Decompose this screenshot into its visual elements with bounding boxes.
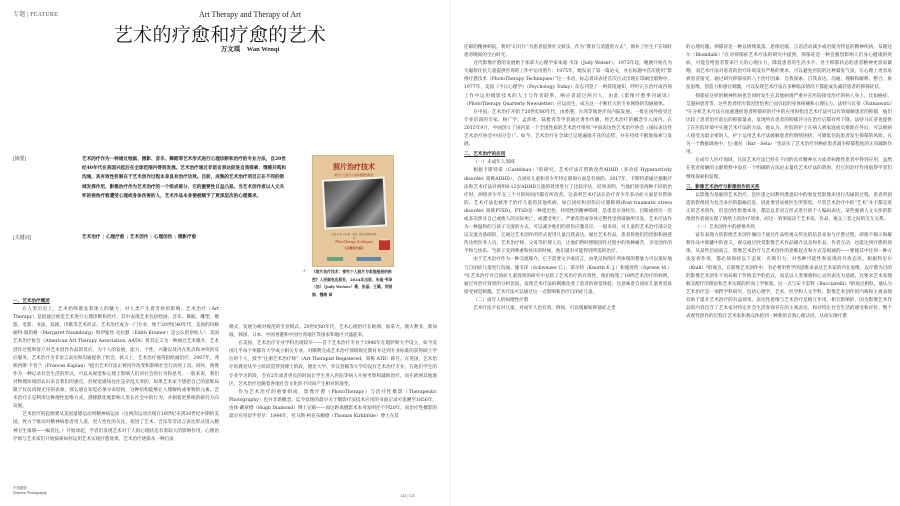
page-gutter bbox=[449, 0, 451, 506]
magazine-name-en: Chinese Photography bbox=[13, 490, 47, 495]
body-column-4 bbox=[686, 44, 892, 462]
publisher-logos bbox=[327, 257, 381, 261]
book-title: 照片治疗技术 bbox=[333, 163, 375, 171]
body-column-3 bbox=[464, 44, 672, 462]
magazine-name-cn: 中国摄影 bbox=[13, 486, 27, 490]
keyword-separator: | bbox=[102, 235, 104, 240]
paragraph: 在美国，艺术治疗专业学科出现较早——首个艺术治疗专业于1946年在堪萨斯大学设立，如今美国几乎每个州都有大学成立相关专业。对顺利完成艺术治疗领域规定教育并达到专业标准的获得硕士学位的个人，授予“注册艺术治疗师”（Art Therapist Registered，简称 ATR）称号。在英国，艺术治疗的教育从学士阶段贯穿到博士阶段，德比大学、罗汉普顿等大学均设有艺术治疗专业，在他们学生的专业学习阶段，会有2年或者更长的时间让学生进入医院等病人开展考察和辅助治疗。而在欧洲其他地区，艺术治疗也随着各地社会文化的不同而产生相对的演变。 bbox=[229, 341, 437, 387]
subheading: （一）未成年人领域 bbox=[473, 160, 515, 166]
title-chinese: 艺术的疗愈和疗愈的艺术 bbox=[113, 24, 327, 46]
magazine-footer bbox=[13, 486, 47, 495]
paragraph: 近代影像疗愈的发展始于加拿大心理学家朱迪·韦泽（Judy Weiser）。1973年起，她便开始在为失聪原住民儿童提供咨询的工作中运用照片；1975年，她发表了第一篇论文，并在标题中首次使用“影像疗愈技术（PhotoTherapy Techniques）”这一术语，标志着该表述首次正式出现在印刷出版物中。1977年，美国《今日心理学》（Psychology Today）杂志刊登了一则简短通知，呼吁正在治疗或咨询工作中运用摄影技术的人士与作者联系，响应者超过两百人，由此《影像疗愈季刊通讯》（PhotoTherapy Quarterly Newsletter）应运而生，成为这一不断壮大的专业网络的沟通载体。 bbox=[464, 61, 672, 107]
figure-caption: 《照片治疗技术：探究个人照片与家庭相册的秘密》人民邮电出版社，2024年出版，朱迪·韦泽（加）（Judy Weiser）著，张晶、王璐、洪丽娟、魏维 译 bbox=[312, 269, 393, 297]
keyword: 艺术创作 bbox=[129, 235, 149, 240]
book-english-title: PhotoTherapy Techniques bbox=[335, 240, 373, 244]
book-subtitle: 探究个人照片与家庭相册的秘密 bbox=[334, 173, 374, 177]
caption-marker-icon: ∧ bbox=[303, 268, 306, 273]
paragraph: 的心理问题。抑郁症是一种以情绪低落、思维迟缓、言语活动减少或迟缓为特征的精神疾病。布隆达尔（Blomdahl）⁵在对抑郁症艺术疗法的研究中提到，抑郁症是一种会强烈影响人们身心健康的疾病，可能会给患者带来巨大的心理压力，降低患者的生活水平。处于抑郁状态的患者精神更容易紧绷，而艺术疗法对患者的治疗环境没有严格的要求，可以避免医院的这种紧张气氛，在心理上更容易被患者接受。通过研究抑郁症的八个治疗因素：自我探索、自我表达、沟通、理解和解释、整合、象征思维、创造力和感官刺激，可以发现艺术疗法在多种临床情况下都能成功减轻患者的抑郁症状。 bbox=[686, 45, 892, 91]
book-cover-photo bbox=[322, 176, 388, 229]
page-numbers: 124 | 125 bbox=[400, 493, 415, 498]
paragraph: 抑郁症这样的精神疾病也会同时发生在其他病情严重并在医院接受治疗的病人身上，比如癌症、艾滋病患者等，这些患者经历着因害怕死亡而引起的身体疼痛和心理压力。法特马瓦蒂（Fatmawati）⁶在分析艺术疗法在血液透析患者抑郁症的疗中的应用时指出艺术疗法可以有效缓解患者的抑郁，他们比较了患者治疗前后的抑郁量表，发现所有患者的抑郁评分在治疗后都有所下降。法特马瓦蒂也提供了在医院环境中实施艺术疗法的方法，他认为，医院的护士在病人被家庭或员排除在外后，可以被病人接受为最亲密的人，护士运用艺术疗法缓解患者的情绪困扰，可降低住院患者发生抑郁的风险。在另一个数据调查中，巴-塞拉（Bar - Sela）⁷也证实了艺术治疗对癌症患者减少抑郁程度的正向辅助作用。 bbox=[686, 93, 892, 156]
paragraph: 作为艺术治疗的重要组成，影像疗愈（PhotoTherapy）与治疗性摄影（Therapeutic Photography）也并非新概念。迄今发现的最早关于摄影疗法技术应用的书面记录可追溯至1856年，由休·戴蒙德（Hugh Diamond）博士记载——而这距离摄影术本身发明还不到20年。而治疗性摄影的最早应用似乎更早：1844年，托马斯·柯克布赖德（Thomas Kirkbride）博士在其 bbox=[229, 389, 437, 420]
keyword: 摄影疗愈 bbox=[177, 235, 197, 240]
keyword-separator: | bbox=[126, 235, 128, 240]
section-tag: 专题 | FEATURE bbox=[13, 12, 58, 18]
keyword: 心理创伤 bbox=[153, 235, 173, 240]
paragraph: 根据卡斯特诺（Castelnau）³的研究，艺术疗法在帮助改善ADHD（多动症 Hyperactivity disorder, 简称ADHD）、自闭症儿童和青少年特定障碍方面是有效的。2017年，卡斯特诺通过催眠疗法和艺术疗法对两组6-12岁ADHD儿童的效果进行了比较评估，结果表明，当他们接受两种不同的治疗时，两组青少年在三个月的时间内都有所改善。这表明艺术疗法在治疗青少年多动症方面是有帮助的。艺术疗法也被用于治疗儿童的其他疾病，如自闭症和创伤后应激障碍(Post-traumatic stress disorder, 简称PTSD)。PTSD是一种延迟性、持续性的精神障碍，是患者亲身经历、目睹或经历一次或多次涉及自己或他人的实际死亡，或遭受死亡、严重伤害或身体完整性受到威胁所引发。艺术疗法作为一种温和的与孩子交流的方式，可以减少他们的创伤应激反应。一般来说，对儿童的艺术治疗部分是以交流为基础的，它通过艺术创作的形式促进儿童自我表达。通过艺术作品，患者将他们的恐惧和困惑传达给医务人员，艺术治疗师、父母等护理人员，让他们暂时摆脱创作过程中的各种痛苦，享受创作的平和与快乐。当孩子受到尊重和快乐的时候，他们就有可能得到所需的治疗。 bbox=[464, 168, 672, 255]
keyword: 艺术治疗 bbox=[82, 235, 101, 240]
paragraph: 模式，发展为相对规范的专业模式。20世纪80年代，艺术心理治疗在欧洲、加拿大、澳大利亚、新加坡、韩国、日本、中国香港和中国台湾地区等国家和地区兴盛起来。 bbox=[229, 325, 437, 339]
paragraph: 艺术治疗的起源要从美国道德运动到精神病运动（这两次运动出现在18世纪末到20世纪中期的美国，致力于推动对精神病患者更人道、更人性化的关注，促进了艺术、音乐等非语言表达形式进入精神卫生领域——编者注。）开始谈起，学者们发现艺术对于人的心理状态有着较大的影响作用，心理治疗师与艺术家们开始探索如何运用艺术实现疗愈效果。艺术治疗逐渐从一种自发 bbox=[13, 412, 219, 442]
section-heading-3: 三、影像艺术治疗与影像创作的关系 bbox=[686, 184, 760, 190]
title-english: Art Therapy and Therapy of Art bbox=[198, 10, 302, 19]
paragraph: 在人类历史上，艺术始终散发着迷人的魅力，对人类产生着奇妙的影响。艺术治疗（Art Therapy）是指通过视觉艺术进行心理诊断和治疗，其中表现艺术包括绘画、音乐、舞蹈、雕塑、摄影、电影、书法、戏剧、诗歌等艺术形式。艺术治疗成为一门专业，始于20世纪40年代，美国的玛格丽特·瑙伯格（Margaret Naumburg）和伊迪丝·克拉默（Edith Kramer）是公认的创始人¹。美国艺术治疗协会（American Art Therapy Association, AATA）将其定义为一种通过艺术媒介、艺术创作过程和客户对艺术创作作品的反应，为个人的发展、能力、个性、兴趣以及内在焦点和冲突的反应服务。艺术治疗为非语言表达和沟通提供了机会。狭义上，艺术治疗通常指绘画治疗。2007年，弗朗西斯·卡普兰（Frances Kaplan）²提出艺术疗法正被用作改变和影响社会行动的工具。同时，图像作为一种记录社会生活的形式，可以从视觉和心理上影响人们对社会的行为和思考。一般来说，我们对物理环境的认识来自我们的感官，但视觉感知往往是杂乱无章的，如果艺术家不想把自己的思维局限于仅仅再现无序的表象，那么感官知觉必须寻求结构，这种结构能够让人理解构成事物的元素。艺术治疗正是利用这种理性思维方式，潜移默化地影响人类在社会中的行为，并朝着更系统的研究方向发展。 bbox=[13, 307, 219, 410]
book-badge: 畅销经典 bbox=[379, 240, 390, 250]
paragraph: 由于艺术治疗作为一种交流媒介，它不需要文字或语言，由笔记和图片所体现的想象力可以很好地与自闭症儿童进行沟通。施韦泽（Schweizer C.）、诺尔特（Knorth E. J.）和施普伦（Spreen M.）⁴在艺术治疗对自闭症儿童效果的研究中总结了艺术治疗的有效性，他们收集了18例艺术治疗的病例，通过对治疗效果的分析比较，发现艺术疗法的刺激改变了患者的视觉体验，这意味着自闭症儿童更容易接受视觉刺激。艺术疗法可以通过这一点影响和治疗自闭症儿童。 bbox=[464, 257, 672, 295]
paragraph: 以影像为基础的艺术治疗，是医患之间利用潜意识中的象征性影像来进行沟通的过程。患者所创造的影像因为包含多层的隐喻信息，因此要容易被医生所察觉。尽管艺术治疗中的“艺术”并不都是真正的艺术创作，但是创作影像本身，都是以非语言形式进行的个人编码表达。某些强调人文关怀的影像创作者观实现了情绪上的治疗效果，而这一效果取决于艺术家、作品、观众三者之间的交互关系。 bbox=[686, 192, 892, 222]
subheading: （一）艺术创作中的感情共鸣 bbox=[695, 225, 755, 231]
paragraph: 富有表现力的影像艺术创作倾向于通过作品给观众传达的信息来参与疗愈过程，即使不揭示和解释作品中暗藏中的意义，观众通过欣赏影像艺术作品媒介以及和作品、作者互动，也能达到疗愈的效果。从某些层面而言，影像艺术治疗与艺术创作的思维起点和方式是相通的——要使其中任何一种方法发挥作用，都必须保持以下态度：有吸引力，对各种可能性和发现持开放态度。根据科尼尔（Knill）⁸的观点，在影像艺术创作中，有必要用哲学的思维来表达艺术家的内在思维，以疗愈为目的的影像艺术创作不再局限于传统美学的范式，而是以人类情感和心灵的表达为基础，这要求艺术家理解支配疗的理论和艺术实践的形而上学框架。这一点与布卡雷利（Bucciarelli）⁹的观点相似，他认为艺术治疗是一项跨学科研究，包括心理学、艺术、医学和人文学科，影像艺术创作的内核和主观表现有助于提升艺术治疗的有益效果。表达性思维与艺术治疗是相互作用、相互影响的，因为影像艺术作品的内容包含了艺术家对特定社会生活客观存在的主观表达，和对特定社会生活的感受和评价。整个表现性创作的过程让艺术家和观众体验到一种新的自我心理认同，从而实现疗愈 bbox=[686, 233, 892, 320]
paragraph: 任职的精神病院，利用“幻灯片”为患者提供社交娱乐，作为“教育与消遣的方式”，填补了医生不在场时患者晚间的空白时光。 bbox=[464, 45, 672, 59]
subheading: （二）成年人的病理性疗愈 bbox=[473, 297, 529, 303]
section-heading-2: 二、艺术治疗的应用 bbox=[464, 152, 506, 158]
keyword: 心理疗愈 bbox=[105, 235, 125, 240]
abstract-text: 艺术的疗作为一种通过绘画、摄影、音乐、舞蹈等艺术形式进行心理诊断和治疗的专业方法，自20世纪40年代在美国兴起后在全球范围内得到发展。艺术治疗通过非语言表达促进自我探索、情感共鸣和沟通，其有效性机制在于艺术创作过程本身具有治疗功效。目前，成熟的艺术治疗项目正在不同的领域发挥作用，影像治疗作为艺术治疗的一个组成部分，它的重要性日益凸显。当艺术创作者以人文关怀的视角疗愈遭受心理或身体伤害的人，艺术作品本身便被赋予了更深层次的心理需求。 bbox=[82, 157, 286, 199]
section-heading-1: 一、艺术治疗概述 bbox=[13, 299, 50, 304]
keyword-separator: | bbox=[150, 235, 152, 240]
book-authors: [加] 朱迪·韦泽 著 张晶 王璐 洪丽娟 魏维 译 bbox=[331, 233, 377, 240]
keywords-label: [关键词] bbox=[13, 236, 32, 241]
abstract-label: [摘要] bbox=[13, 157, 27, 162]
keywords-list bbox=[82, 234, 288, 240]
body-column-1 bbox=[13, 296, 219, 484]
keyword-separator: | bbox=[174, 235, 176, 240]
author-byline: 万文琪 Wan Wenqi bbox=[220, 46, 280, 53]
paragraph: 艺术疗法不仅对儿童，对成年人也有效，例如，可以缓解如抑郁症之类 bbox=[473, 306, 616, 311]
body-column-2 bbox=[229, 324, 437, 476]
book-cover-image bbox=[312, 155, 394, 267]
paragraph: 在成年人医疗领域，目前艺术疗法已经在不同的具有精神压力或者病理性患者中得到应用，虽然在笔者接触的文献资料中没有一个明确的方法论去量化艺术疗法的效果，但它的治疗作用值得学者们继续探索和发现。 bbox=[686, 158, 892, 180]
book-publisher: 人民邮电出版社 bbox=[344, 246, 364, 250]
paragraph: 在中国，艺术治疗开始于20世纪80年代，由香港、台湾等地逐步向内陆发展。一批在国外接受过专业培训的专家，杨广学、孟沛欣、陆雅青等学者通过著作传播，将艺术治疗的概念引入国内。在2015年9月，中国创立了国内第一个全国性质的艺术治疗组织“中国表达性艺术治疗协会（国际表达性艺术治疗协会中国分会）”。如今，艺术治疗在全球已呈现遍地开花的态势，并在持续不断地探索与发展。 bbox=[464, 109, 672, 148]
